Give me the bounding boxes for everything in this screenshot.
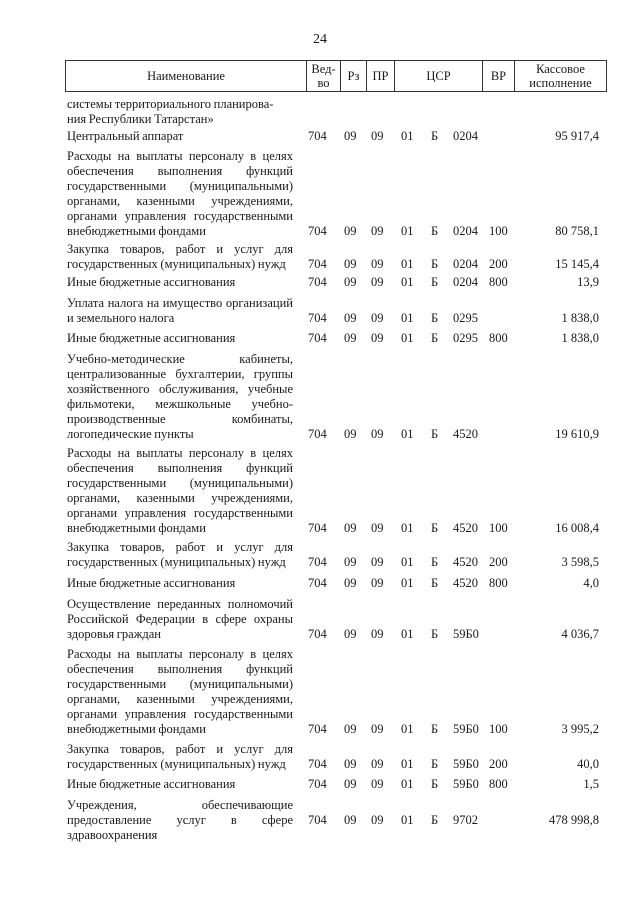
header-amount-line1: Кассовое <box>536 61 585 76</box>
cell-csr-code: 4520 <box>453 521 478 535</box>
cell-rz: 09 <box>344 257 357 271</box>
table-row <box>0 742 640 772</box>
cell-rz: 09 <box>344 331 357 345</box>
cell-amount: 4,0 <box>583 576 599 590</box>
cell-vr: 800 <box>489 331 508 345</box>
cell-pr: 09 <box>371 257 384 271</box>
table-row <box>0 331 640 346</box>
cell-amount: 1 838,0 <box>561 331 599 345</box>
row-name: системы территориального планирова- ния Республики Татарстан» <box>67 97 274 126</box>
cell-ved: 704 <box>308 576 327 590</box>
cell-amount: 4 036,7 <box>561 627 599 641</box>
cell-csr-subprogram: Б <box>431 576 439 590</box>
cell-ved: 704 <box>308 555 327 569</box>
row-name: Иные бюджетные ассигнования <box>67 331 236 345</box>
cell-ved: 704 <box>308 722 327 736</box>
cell-amount: 1 838,0 <box>561 311 599 325</box>
cell-csr-code: 0204 <box>453 129 478 143</box>
header-rz: Рз <box>340 61 366 91</box>
cell-pr: 09 <box>371 576 384 590</box>
cell-vr: 200 <box>489 757 508 771</box>
cell-csr-code: 59Б0 <box>453 627 479 641</box>
cell-amount: 478 998,8 <box>549 813 599 827</box>
cell-csr-code: 59Б0 <box>453 777 479 791</box>
header-csr: ЦСР <box>394 61 482 91</box>
cell-pr: 09 <box>371 722 384 736</box>
row-name: Осуществление переданных полномочий Российской Федерации в сфере охраны здоровья граждан <box>67 597 293 641</box>
cell-csr-code: 0204 <box>453 224 478 238</box>
cell-rz: 09 <box>344 521 357 535</box>
cell-csr-program: 01 <box>401 813 414 827</box>
cell-csr-subprogram: Б <box>431 777 439 791</box>
cell-pr: 09 <box>371 331 384 345</box>
cell-csr-subprogram: Б <box>431 521 439 535</box>
cell-csr-subprogram: Б <box>431 627 439 641</box>
cell-csr-program: 01 <box>401 627 414 641</box>
cell-vr: 800 <box>489 777 508 791</box>
cell-rz: 09 <box>344 224 357 238</box>
row-name: Центральный аппарат <box>67 129 184 143</box>
cell-vr: 200 <box>489 257 508 271</box>
cell-csr-program: 01 <box>401 275 414 289</box>
cell-amount: 80 758,1 <box>555 224 599 238</box>
cell-csr-program: 01 <box>401 257 414 271</box>
table-row <box>0 352 640 442</box>
cell-csr-code: 59Б0 <box>453 757 479 771</box>
cell-vr: 100 <box>489 224 508 238</box>
cell-pr: 09 <box>371 777 384 791</box>
cell-pr: 09 <box>371 224 384 238</box>
cell-csr-program: 01 <box>401 521 414 535</box>
cell-amount: 16 008,4 <box>555 521 599 535</box>
page-number: 24 <box>313 32 327 47</box>
cell-csr-subprogram: Б <box>431 427 439 441</box>
cell-rz: 09 <box>344 129 357 143</box>
cell-vr: 200 <box>489 555 508 569</box>
table-row <box>0 540 640 570</box>
cell-pr: 09 <box>371 275 384 289</box>
row-name: Расходы на выплаты персоналу в целях обеспечения выполнения функций государственными (муниципальными) органами, казенными учреждениями, органами управления государственными внебюджетными фондами <box>67 647 293 736</box>
cell-pr: 09 <box>371 813 384 827</box>
header-ved-line1: Вед- <box>311 61 336 76</box>
cell-csr-code: 9702 <box>453 813 478 827</box>
header-amount-line2: исполнение <box>529 76 592 90</box>
cell-ved: 704 <box>308 427 327 441</box>
cell-csr-subprogram: Б <box>431 722 439 736</box>
cell-vr: 100 <box>489 722 508 736</box>
cell-csr-subprogram: Б <box>431 311 439 325</box>
row-name: Иные бюджетные ассигнования <box>67 275 236 289</box>
row-name: Расходы на выплаты персоналу в целях обеспечения выполнения функций государственными (муниципальными) органами, казенными учреждениями, органами управления государственными внебюджетными фондами <box>67 446 293 535</box>
cell-rz: 09 <box>344 627 357 641</box>
header-ved-line2: во <box>317 76 330 90</box>
row-name: Учебно-методические кабинеты, централизованные бухгалтерии, группы хозяйственного обслуживания, учебные фильмотеки, межшкольные учебно-производственные комбинаты, логопедические пункты <box>67 352 293 441</box>
cell-pr: 09 <box>371 427 384 441</box>
cell-rz: 09 <box>344 555 357 569</box>
cell-csr-code: 59Б0 <box>453 722 479 736</box>
cell-pr: 09 <box>371 521 384 535</box>
cell-csr-program: 01 <box>401 722 414 736</box>
cell-csr-program: 01 <box>401 129 414 143</box>
cell-pr: 09 <box>371 129 384 143</box>
row-name: Расходы на выплаты персоналу в целях обеспечения выполнения функций государственными (муниципальными) органами, казенными учреждениями, органами управления государственными внебюджетными фондами <box>67 149 293 238</box>
cell-csr-subprogram: Б <box>431 555 439 569</box>
cell-csr-code: 0295 <box>453 311 478 325</box>
header-vr: ВР <box>482 61 514 91</box>
cell-ved: 704 <box>308 311 327 325</box>
row-name: Закупка товаров, работ и услуг для государственных (муниципальных) нужд <box>67 242 293 271</box>
cell-ved: 704 <box>308 275 327 289</box>
cell-vr: 800 <box>489 275 508 289</box>
cell-csr-program: 01 <box>401 555 414 569</box>
row-name: Закупка товаров, работ и услуг для государственных (муниципальных) нужд <box>67 540 293 569</box>
cell-ved: 704 <box>308 331 327 345</box>
cell-csr-program: 01 <box>401 777 414 791</box>
table-row <box>0 242 640 272</box>
cell-rz: 09 <box>344 722 357 736</box>
table-row <box>0 576 640 591</box>
cell-csr-code: 4520 <box>453 427 478 441</box>
cell-pr: 09 <box>371 555 384 569</box>
cell-ved: 704 <box>308 757 327 771</box>
cell-csr-subprogram: Б <box>431 257 439 271</box>
cell-vr: 800 <box>489 576 508 590</box>
cell-pr: 09 <box>371 311 384 325</box>
table-row <box>0 97 640 127</box>
table-row <box>0 777 640 792</box>
cell-amount: 3 598,5 <box>561 555 599 569</box>
cell-csr-subprogram: Б <box>431 757 439 771</box>
cell-ved: 704 <box>308 224 327 238</box>
cell-csr-program: 01 <box>401 331 414 345</box>
table-row <box>0 798 640 842</box>
cell-ved: 704 <box>308 627 327 641</box>
cell-csr-subprogram: Б <box>431 129 439 143</box>
cell-amount: 19 610,9 <box>555 427 599 441</box>
cell-csr-subprogram: Б <box>431 331 439 345</box>
cell-csr-code: 0295 <box>453 331 478 345</box>
cell-ved: 704 <box>308 129 327 143</box>
cell-csr-subprogram: Б <box>431 224 439 238</box>
table-row <box>0 296 640 326</box>
cell-csr-subprogram: Б <box>431 275 439 289</box>
cell-ved: 704 <box>308 777 327 791</box>
cell-amount: 13,9 <box>577 275 599 289</box>
row-name: Иные бюджетные ассигнования <box>67 777 236 791</box>
table-row <box>0 597 640 642</box>
cell-rz: 09 <box>344 275 357 289</box>
cell-csr-code: 4520 <box>453 576 478 590</box>
table-row <box>0 129 640 144</box>
cell-ved: 704 <box>308 257 327 271</box>
cell-rz: 09 <box>344 813 357 827</box>
row-name: Учреждения, обеспечивающие предоставление услуг в сфере здравоохранения <box>67 798 293 842</box>
header-pr: ПР <box>366 61 394 91</box>
table-row <box>0 446 640 536</box>
cell-amount: 15 145,4 <box>555 257 599 271</box>
cell-csr-code: 0204 <box>453 275 478 289</box>
cell-csr-program: 01 <box>401 224 414 238</box>
cell-amount: 3 995,2 <box>561 722 599 736</box>
cell-amount: 1,5 <box>583 777 599 791</box>
cell-csr-program: 01 <box>401 427 414 441</box>
cell-amount: 40,0 <box>577 757 599 771</box>
table-row <box>0 149 640 239</box>
cell-pr: 09 <box>371 757 384 771</box>
cell-ved: 704 <box>308 521 327 535</box>
row-name: Уплата налога на имущество организаций и земельного налога <box>67 296 293 325</box>
cell-rz: 09 <box>344 311 357 325</box>
row-name: Иные бюджетные ассигнования <box>67 576 236 590</box>
cell-rz: 09 <box>344 427 357 441</box>
cell-csr-subprogram: Б <box>431 813 439 827</box>
cell-vr: 100 <box>489 521 508 535</box>
cell-ved: 704 <box>308 813 327 827</box>
cell-csr-code: 0204 <box>453 257 478 271</box>
cell-pr: 09 <box>371 627 384 641</box>
cell-amount: 95 917,4 <box>555 129 599 143</box>
header-name: Наименование <box>147 68 225 83</box>
cell-rz: 09 <box>344 576 357 590</box>
table-row <box>0 647 640 737</box>
cell-rz: 09 <box>344 757 357 771</box>
cell-csr-code: 4520 <box>453 555 478 569</box>
cell-csr-program: 01 <box>401 757 414 771</box>
table-row <box>0 275 640 290</box>
cell-csr-program: 01 <box>401 311 414 325</box>
cell-csr-program: 01 <box>401 576 414 590</box>
cell-rz: 09 <box>344 777 357 791</box>
row-name: Закупка товаров, работ и услуг для государственных (муниципальных) нужд <box>67 742 293 771</box>
